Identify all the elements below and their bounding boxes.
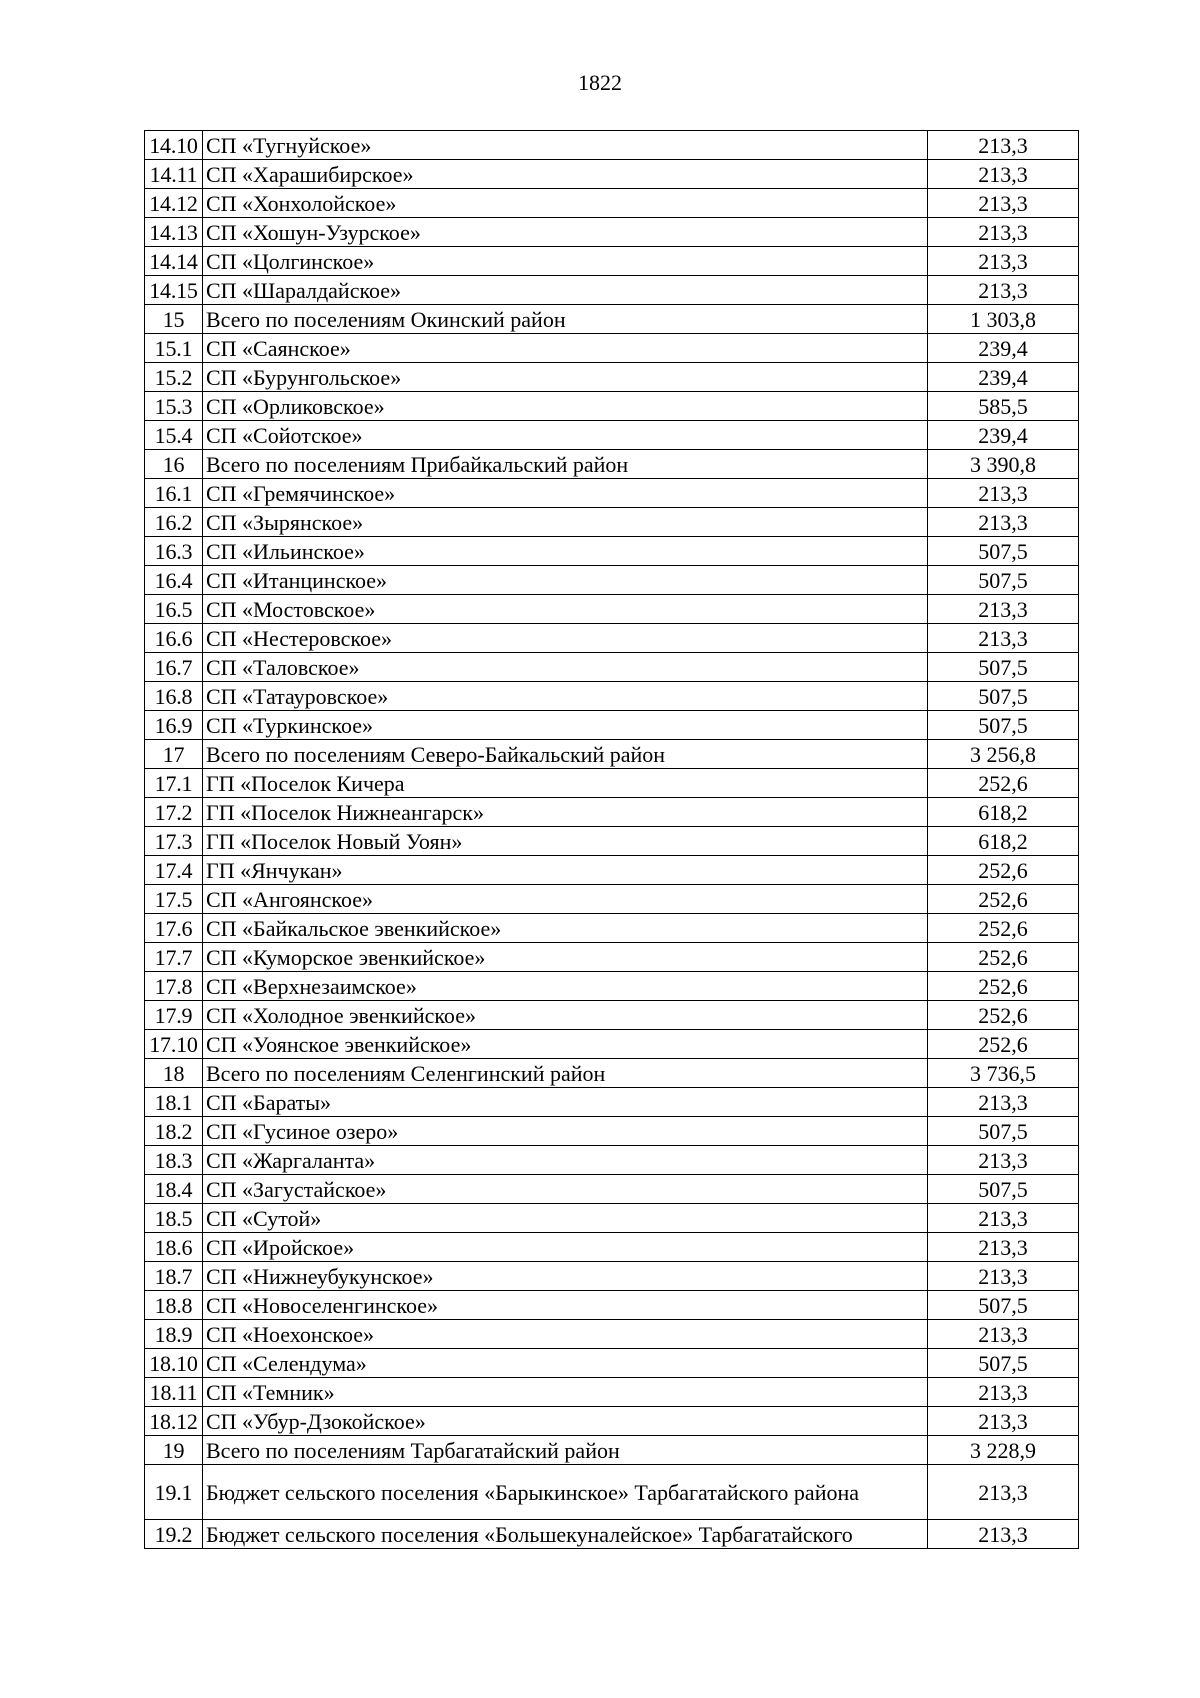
- amount-value: 213,3: [928, 276, 1079, 305]
- settlement-name: СП «Ангоянское»: [203, 885, 928, 914]
- amount-value: 213,3: [928, 218, 1079, 247]
- row-number: 16: [145, 450, 203, 479]
- page-number: 1822: [578, 70, 622, 95]
- amount-value: 213,3: [928, 131, 1079, 160]
- row-number: 17.7: [145, 943, 203, 972]
- amount-value: 507,5: [928, 1117, 1079, 1146]
- table-row: [145, 740, 1079, 769]
- row-number: 16.2: [145, 508, 203, 537]
- row-number: 14.14: [145, 247, 203, 276]
- settlement-name: СП «Мостовское»: [203, 595, 928, 624]
- settlement-name: СП «Нижнеубукунское»: [203, 1262, 928, 1291]
- row-number: 15.2: [145, 363, 203, 392]
- table-row: [145, 914, 1079, 943]
- amount-value: 252,6: [928, 856, 1079, 885]
- amount-value: 252,6: [928, 1001, 1079, 1030]
- settlement-name: СП «Татауровское»: [203, 682, 928, 711]
- table-row: [145, 769, 1079, 798]
- table-row: [145, 595, 1079, 624]
- row-number: 17.10: [145, 1030, 203, 1059]
- settlement-name: СП «Бараты»: [203, 1088, 928, 1117]
- amount-value: 213,3: [928, 247, 1079, 276]
- row-number: 14.12: [145, 189, 203, 218]
- row-number: 19.2: [145, 1520, 203, 1549]
- amount-value: 213,3: [928, 1233, 1079, 1262]
- amount-value: 507,5: [928, 653, 1079, 682]
- table-row: [145, 392, 1079, 421]
- table-row: [145, 972, 1079, 1001]
- amount-value: 213,3: [928, 1320, 1079, 1349]
- table-row: [145, 1175, 1079, 1204]
- row-number: 18.3: [145, 1146, 203, 1175]
- amount-value: 507,5: [928, 1349, 1079, 1378]
- amount-value: 3 228,9: [928, 1436, 1079, 1465]
- table-row: [145, 1146, 1079, 1175]
- row-number: 18.9: [145, 1320, 203, 1349]
- settlement-name: СП «Таловское»: [203, 653, 928, 682]
- settlement-name: СП «Иройское»: [203, 1233, 928, 1262]
- amount-value: 213,3: [928, 1262, 1079, 1291]
- table-row: [145, 334, 1079, 363]
- table-row: [145, 160, 1079, 189]
- amount-value: 585,5: [928, 392, 1079, 421]
- table-row: [145, 653, 1079, 682]
- row-number: 18.6: [145, 1233, 203, 1262]
- settlement-name: СП «Орликовское»: [203, 392, 928, 421]
- table-row: [145, 1520, 1079, 1549]
- settlement-name: СП «Зырянское»: [203, 508, 928, 537]
- settlement-name: ГП «Янчукан»: [203, 856, 928, 885]
- row-number: 16.3: [145, 537, 203, 566]
- settlement-name: СП «Бурунгольское»: [203, 363, 928, 392]
- settlement-name: СП «Хонхолойское»: [203, 189, 928, 218]
- table-row: [145, 305, 1079, 334]
- table-row: [145, 1233, 1079, 1262]
- amount-value: 252,6: [928, 914, 1079, 943]
- table-row: [145, 1059, 1079, 1088]
- row-number: 14.15: [145, 276, 203, 305]
- settlement-name: Бюджет сельского поселения «Барыкинское» Тарбагатайского района: [203, 1465, 928, 1520]
- settlement-name: СП «Байкальское эвенкийское»: [203, 914, 928, 943]
- settlement-name: ГП «Поселок Новый Уоян»: [203, 827, 928, 856]
- row-number: 15.4: [145, 421, 203, 450]
- row-number: 16.9: [145, 711, 203, 740]
- amount-value: 213,3: [928, 624, 1079, 653]
- table-row: [145, 1117, 1079, 1146]
- row-number: 18.8: [145, 1291, 203, 1320]
- row-number: 17: [145, 740, 203, 769]
- settlement-name: СП «Гусиное озеро»: [203, 1117, 928, 1146]
- amount-value: 507,5: [928, 711, 1079, 740]
- amount-value: 1 303,8: [928, 305, 1079, 334]
- row-number: 16.6: [145, 624, 203, 653]
- amount-value: 213,3: [928, 160, 1079, 189]
- table-row: [145, 218, 1079, 247]
- amount-value: 213,3: [928, 1378, 1079, 1407]
- amount-value: 252,6: [928, 972, 1079, 1001]
- amount-value: 618,2: [928, 798, 1079, 827]
- budget-table: [144, 130, 1079, 1549]
- settlement-name: СП «Туркинское»: [203, 711, 928, 740]
- row-number: 18.7: [145, 1262, 203, 1291]
- settlement-name: СП «Убур-Дзокойское»: [203, 1407, 928, 1436]
- amount-value: 3 390,8: [928, 450, 1079, 479]
- row-number: 18.4: [145, 1175, 203, 1204]
- row-number: 15: [145, 305, 203, 334]
- amount-value: 252,6: [928, 943, 1079, 972]
- settlement-name: СП «Уоянское эвенкийское»: [203, 1030, 928, 1059]
- amount-value: 213,3: [928, 508, 1079, 537]
- amount-value: 239,4: [928, 363, 1079, 392]
- table-row: [145, 682, 1079, 711]
- table-row: [145, 131, 1079, 160]
- settlement-name: СП «Верхнезаимское»: [203, 972, 928, 1001]
- table-row: [145, 1320, 1079, 1349]
- row-number: 16.5: [145, 595, 203, 624]
- amount-value: 213,3: [928, 189, 1079, 218]
- row-number: 14.10: [145, 131, 203, 160]
- amount-value: 213,3: [928, 1520, 1079, 1549]
- settlement-name: Всего по поселениям Окинский район: [203, 305, 928, 334]
- row-number: 17.6: [145, 914, 203, 943]
- row-number: 17.1: [145, 769, 203, 798]
- settlement-name: СП «Загустайское»: [203, 1175, 928, 1204]
- row-number: 16.1: [145, 479, 203, 508]
- table-row: [145, 247, 1079, 276]
- amount-value: 213,3: [928, 1465, 1079, 1520]
- settlement-name: СП «Сутой»: [203, 1204, 928, 1233]
- row-number: 17.9: [145, 1001, 203, 1030]
- row-number: 17.4: [145, 856, 203, 885]
- row-number: 18.5: [145, 1204, 203, 1233]
- row-number: 16.7: [145, 653, 203, 682]
- table-row: [145, 1204, 1079, 1233]
- row-number: 19.1: [145, 1465, 203, 1520]
- row-number: 16.8: [145, 682, 203, 711]
- row-number: 17.8: [145, 972, 203, 1001]
- amount-value: 213,3: [928, 1088, 1079, 1117]
- settlement-name: ГП «Поселок Нижнеангарск»: [203, 798, 928, 827]
- table-row: [145, 885, 1079, 914]
- table-row: [145, 827, 1079, 856]
- settlement-name: Всего по поселениям Селенгинский район: [203, 1059, 928, 1088]
- amount-value: 239,4: [928, 421, 1079, 450]
- amount-value: 252,6: [928, 1030, 1079, 1059]
- table-row: [145, 421, 1079, 450]
- settlement-name: СП «Цолгинское»: [203, 247, 928, 276]
- row-number: 18.1: [145, 1088, 203, 1117]
- table-row: [145, 1291, 1079, 1320]
- row-number: 18: [145, 1059, 203, 1088]
- amount-value: 239,4: [928, 334, 1079, 363]
- table-row: [145, 1349, 1079, 1378]
- row-number: 18.10: [145, 1349, 203, 1378]
- settlement-name: СП «Хошун-Узурское»: [203, 218, 928, 247]
- table-row: [145, 711, 1079, 740]
- settlement-name: Бюджет сельского поселения «Большекуналейское» Тарбагатайского: [203, 1520, 928, 1549]
- row-number: 14.11: [145, 160, 203, 189]
- table-row: [145, 508, 1079, 537]
- table-row: [145, 363, 1079, 392]
- settlement-name: СП «Нестеровское»: [203, 624, 928, 653]
- table-row: [145, 276, 1079, 305]
- amount-value: 213,3: [928, 1204, 1079, 1233]
- amount-value: 213,3: [928, 479, 1079, 508]
- table-row: [145, 943, 1079, 972]
- table-body: [145, 131, 1079, 1549]
- table-row: [145, 1001, 1079, 1030]
- table-row: [145, 189, 1079, 218]
- row-number: 15.3: [145, 392, 203, 421]
- settlement-name: Всего по поселениям Северо-Байкальский район: [203, 740, 928, 769]
- table-row: [145, 479, 1079, 508]
- table-row: [145, 1030, 1079, 1059]
- table-row: [145, 856, 1079, 885]
- amount-value: 213,3: [928, 1407, 1079, 1436]
- amount-value: 507,5: [928, 1175, 1079, 1204]
- row-number: 17.3: [145, 827, 203, 856]
- settlement-name: СП «Куморское эвенкийское»: [203, 943, 928, 972]
- amount-value: 507,5: [928, 537, 1079, 566]
- table-row: [145, 798, 1079, 827]
- settlement-name: ГП «Поселок Кичера: [203, 769, 928, 798]
- amount-value: 507,5: [928, 566, 1079, 595]
- settlement-name: СП «Итанцинское»: [203, 566, 928, 595]
- settlement-name: СП «Тугнуйское»: [203, 131, 928, 160]
- table-row: [145, 1378, 1079, 1407]
- settlement-name: Всего по поселениям Тарбагатайский район: [203, 1436, 928, 1465]
- row-number: 17.5: [145, 885, 203, 914]
- row-number: 15.1: [145, 334, 203, 363]
- settlement-name: СП «Новоселенгинское»: [203, 1291, 928, 1320]
- settlement-name: Всего по поселениям Прибайкальский район: [203, 450, 928, 479]
- table-row: [145, 1465, 1079, 1520]
- amount-value: 507,5: [928, 682, 1079, 711]
- settlement-name: СП «Ильинское»: [203, 537, 928, 566]
- row-number: 18.2: [145, 1117, 203, 1146]
- row-number: 16.4: [145, 566, 203, 595]
- settlement-name: СП «Ноехонское»: [203, 1320, 928, 1349]
- settlement-name: СП «Харашибирское»: [203, 160, 928, 189]
- table-row: [145, 1407, 1079, 1436]
- table-row: [145, 450, 1079, 479]
- table-row: [145, 566, 1079, 595]
- row-number: 18.12: [145, 1407, 203, 1436]
- table-row: [145, 624, 1079, 653]
- table-row: [145, 537, 1079, 566]
- table-row: [145, 1088, 1079, 1117]
- amount-value: 507,5: [928, 1291, 1079, 1320]
- table-row: [145, 1436, 1079, 1465]
- amount-value: 3 256,8: [928, 740, 1079, 769]
- amount-value: 3 736,5: [928, 1059, 1079, 1088]
- row-number: 17.2: [145, 798, 203, 827]
- settlement-name: СП «Жаргаланта»: [203, 1146, 928, 1175]
- table-row: [145, 1262, 1079, 1291]
- settlement-name: СП «Гремячинское»: [203, 479, 928, 508]
- amount-value: 252,6: [928, 769, 1079, 798]
- settlement-name: СП «Темник»: [203, 1378, 928, 1407]
- amount-value: 252,6: [928, 885, 1079, 914]
- amount-value: 213,3: [928, 1146, 1079, 1175]
- settlement-name: СП «Селендума»: [203, 1349, 928, 1378]
- settlement-name: СП «Сойотское»: [203, 421, 928, 450]
- settlement-name: СП «Саянское»: [203, 334, 928, 363]
- settlement-name: СП «Холодное эвенкийское»: [203, 1001, 928, 1030]
- row-number: 14.13: [145, 218, 203, 247]
- row-number: 18.11: [145, 1378, 203, 1407]
- row-number: 19: [145, 1436, 203, 1465]
- amount-value: 213,3: [928, 595, 1079, 624]
- settlement-name: СП «Шаралдайское»: [203, 276, 928, 305]
- amount-value: 618,2: [928, 827, 1079, 856]
